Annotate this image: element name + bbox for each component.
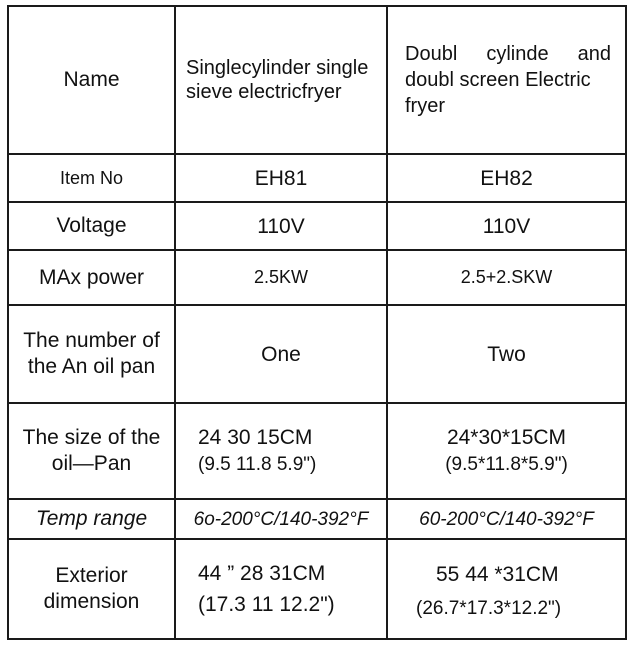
row-label-cell [8, 6, 175, 154]
row-label-line-2: oil—Pan [51, 452, 132, 475]
model-1-name-line-1: Singlecylinder single [186, 57, 369, 79]
model-2-pan-size-cm: 24*30*15CM [446, 426, 567, 449]
row-label-line-1: The size of the [22, 426, 161, 449]
table-row-item-no [8, 154, 626, 202]
table-row-oil-pan-count [8, 305, 626, 403]
model-2-exterior-in: (26.7*17.3*12.2") [416, 598, 562, 619]
table-row-exterior [8, 539, 626, 639]
model-2-oil-pan-count: Two [487, 342, 526, 366]
table-row-name [8, 6, 626, 154]
row-label: Voltage [56, 214, 127, 237]
spec-table [7, 5, 627, 640]
model-2-exterior-cm: 55 44 *31CM [436, 563, 559, 586]
model-1-pan-size-in: (9.5 11.8 5.9") [198, 454, 317, 475]
model-1-item-no: EH81 [254, 166, 308, 190]
model-1-max-power: 2.5KW [253, 267, 309, 287]
model-1-exterior-cm: 44 ” 28 31CM [198, 562, 326, 585]
model-1-oil-pan-count: One [261, 342, 301, 366]
row-label-line-2: the An oil pan [27, 355, 156, 378]
model-1-pan-size-cm: 24 30 15CM [198, 426, 313, 449]
table-row-oil-pan-size [8, 403, 626, 499]
row-label-line-1: Exterior [55, 564, 128, 587]
table-row-max-power [8, 250, 626, 305]
model-2-name-line-1: Doubl cylinde and [405, 43, 611, 65]
model-2-temp-range: 60-200°C/140-392°F [419, 508, 594, 530]
row-label-line-2: dimension [43, 590, 140, 613]
table-row-temp-range [8, 499, 626, 539]
row-label: MAx power [38, 265, 145, 289]
model-2-name-line-3: fryer [405, 95, 445, 117]
row-label: Item No [59, 168, 124, 188]
row-label: Temp range [35, 507, 148, 530]
model-1-name-line-2: sieve electricfryer [186, 81, 342, 103]
model-2-item-no: EH82 [480, 166, 533, 190]
model-2-name-line-2: doubl screen Electric [405, 69, 591, 91]
model-2-max-power: 2.5+2.SKW [460, 267, 553, 287]
model-2-name-cell [387, 6, 626, 154]
model-1-temp-range: 6o-200°C/140-392°F [193, 508, 369, 530]
model-1-name-cell [175, 6, 387, 154]
table-row-voltage [8, 202, 626, 250]
row-label-line-1: The number of [23, 329, 160, 352]
model-2-pan-size-in: (9.5*11.8*5.9") [445, 454, 568, 475]
model-1-exterior-in: (17.3 11 12.2") [198, 593, 335, 616]
row-label: Name [63, 68, 120, 91]
model-2-voltage: 110V [482, 214, 531, 238]
model-1-voltage: 110V [257, 214, 305, 238]
